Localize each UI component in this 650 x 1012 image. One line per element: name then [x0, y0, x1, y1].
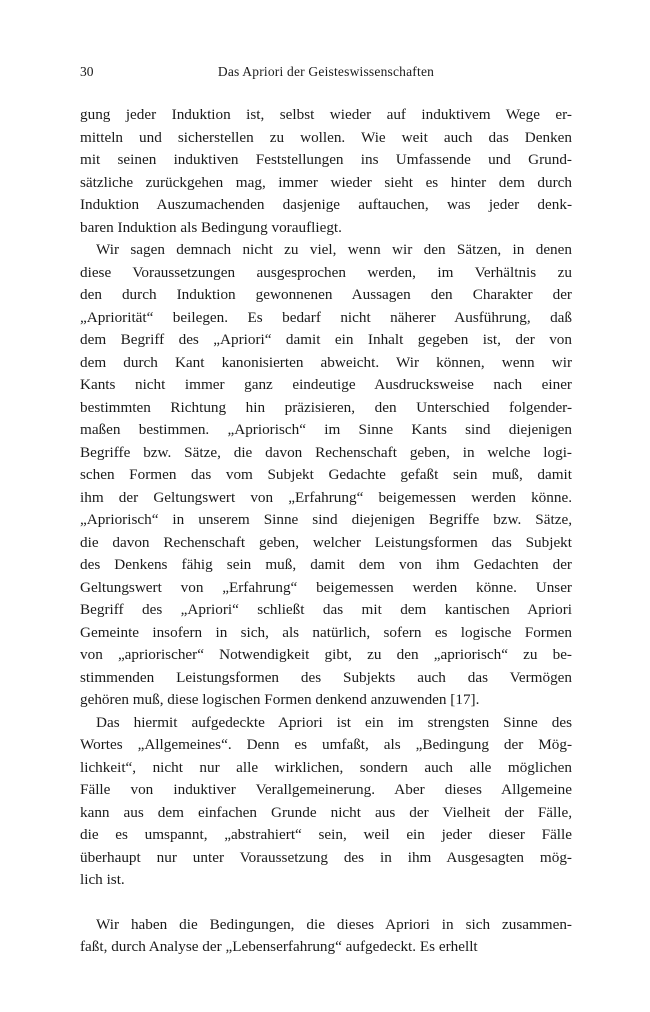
text-line: Fälle von induktiver Verallgemeinerung. Aber dieses Allgemeine — [80, 781, 572, 798]
text-line: baren Induktion als Bedingung voraufliegt. — [80, 218, 342, 236]
text-line: faßt, durch Analyse der „Lebenserfahrung“ aufgedeckt. Es erhellt — [80, 938, 478, 955]
text-line: Wir haben die Bedingungen, die dieses Apriori in sich zusammen- — [96, 915, 572, 933]
text-line: gung jeder Induktion ist, selbst wieder auf induktivem Wege er- — [80, 106, 572, 123]
text-line: des Denkens fähig sein muß, damit dem von ihm Gedachten der — [80, 556, 572, 573]
text-line: überhaupt nur unter Voraussetzung des in ihm Ausgesagten mög- — [80, 848, 572, 866]
text-line: gehören muß, diese logischen Formen denkend anzuwenden [17]. — [80, 691, 480, 708]
running-head — [80, 64, 572, 86]
text-line: den durch Induktion gewonnenen Aussagen den Charakter der — [80, 286, 572, 303]
page-number: 30 — [80, 64, 94, 79]
text-line: maßen bestimmen. „Apriorisch“ im Sinne Kants sind diejenigen — [80, 421, 572, 438]
text-line: lichkeit“, nicht nur alle wirklichen, sondern auch alle möglichen — [80, 758, 572, 776]
text-line: dem durch Kant kanonisierten abweicht. Wir können, wenn wir — [80, 353, 572, 371]
text-line: stimmenden Leistungsformen des Subjekts auch das Vermögen — [80, 668, 572, 686]
text-line: lich ist. — [80, 871, 125, 888]
paragraph — [80, 239, 572, 712]
body-text — [80, 104, 572, 959]
text-line: die es umspannt, „abstrahiert“ sein, weil ein jeder dieser Fälle — [80, 826, 572, 843]
text-line: ihm der Geltungswert von „Erfahrung“ beigemessen werden könne. — [80, 488, 572, 506]
text-line: Kants nicht immer ganz eindeutige Ausdrucksweise nach einer — [80, 376, 572, 393]
text-line: Begriff des „Apriori“ schließt das mit dem kantischen Apriori — [80, 601, 572, 618]
text-line: von „apriorischer“ Notwendigkeit gibt, zu den „apriorisch“ zu be- — [80, 646, 572, 663]
text-line: „Apriorisch“ in unserem Sinne sind diejenigen Begriffe bzw. Sätze, — [80, 511, 572, 528]
text-line: mitteln und sicherstellen zu wollen. Wie weit auch das Denken — [80, 128, 572, 146]
text-line: Das hiermit aufgedeckte Apriori ist ein im strengsten Sinne des — [96, 713, 572, 731]
text-line: Wortes „Allgemeines“. Denn es umfaßt, als „Bedingung der Mög- — [80, 736, 572, 753]
text-line: Gemeinte insofern in sich, als natürlich, sofern es logische Formen — [80, 623, 572, 641]
paragraph — [80, 712, 572, 892]
text-line: „Apriorität“ beilegen. Es bedarf nicht näherer Ausführung, daß — [80, 308, 572, 326]
text-line: Begriffe bzw. Sätze, die davon Rechenschaft geben, in welche logi- — [80, 443, 572, 461]
text-line: schen Formen das vom Subjekt Gedachte gefaßt sein muß, damit — [80, 466, 572, 483]
text-line: Induktion Auszumachenden dasjenige auftauchen, was jeder denk- — [80, 196, 572, 213]
paragraph — [80, 914, 572, 959]
text-line: sätzliche zurückgehen mag, immer wieder sieht es hinter dem durch — [80, 173, 572, 191]
text-line: diese Voraussetzungen ausgesprochen werden, im Verhältnis zu — [80, 263, 572, 281]
text-line: bestimmten Richtung hin präzisieren, den Unterschied folgender- — [80, 398, 572, 416]
text-line: dem Begriff des „Apriori“ damit ein Inhalt gegeben ist, der von — [80, 331, 572, 348]
paragraph-gap — [80, 892, 572, 914]
text-line: Wir sagen demnach nicht zu viel, wenn wir den Sätzen, in denen — [96, 241, 572, 258]
text-line: die davon Rechenschaft geben, welcher Leistungsformen das Subjekt — [80, 533, 572, 551]
text-line: Geltungswert von „Erfahrung“ beigemessen werden könne. Unser — [80, 578, 572, 596]
text-line: kann aus dem einfachen Grunde nicht aus der Vielheit der Fälle, — [80, 803, 572, 821]
running-title: Das Apriori der Geisteswissenschaften — [217, 64, 435, 79]
paragraph — [80, 104, 572, 239]
text-line: mit seinen induktiven Feststellungen ins Umfassende und Grund- — [80, 151, 572, 168]
